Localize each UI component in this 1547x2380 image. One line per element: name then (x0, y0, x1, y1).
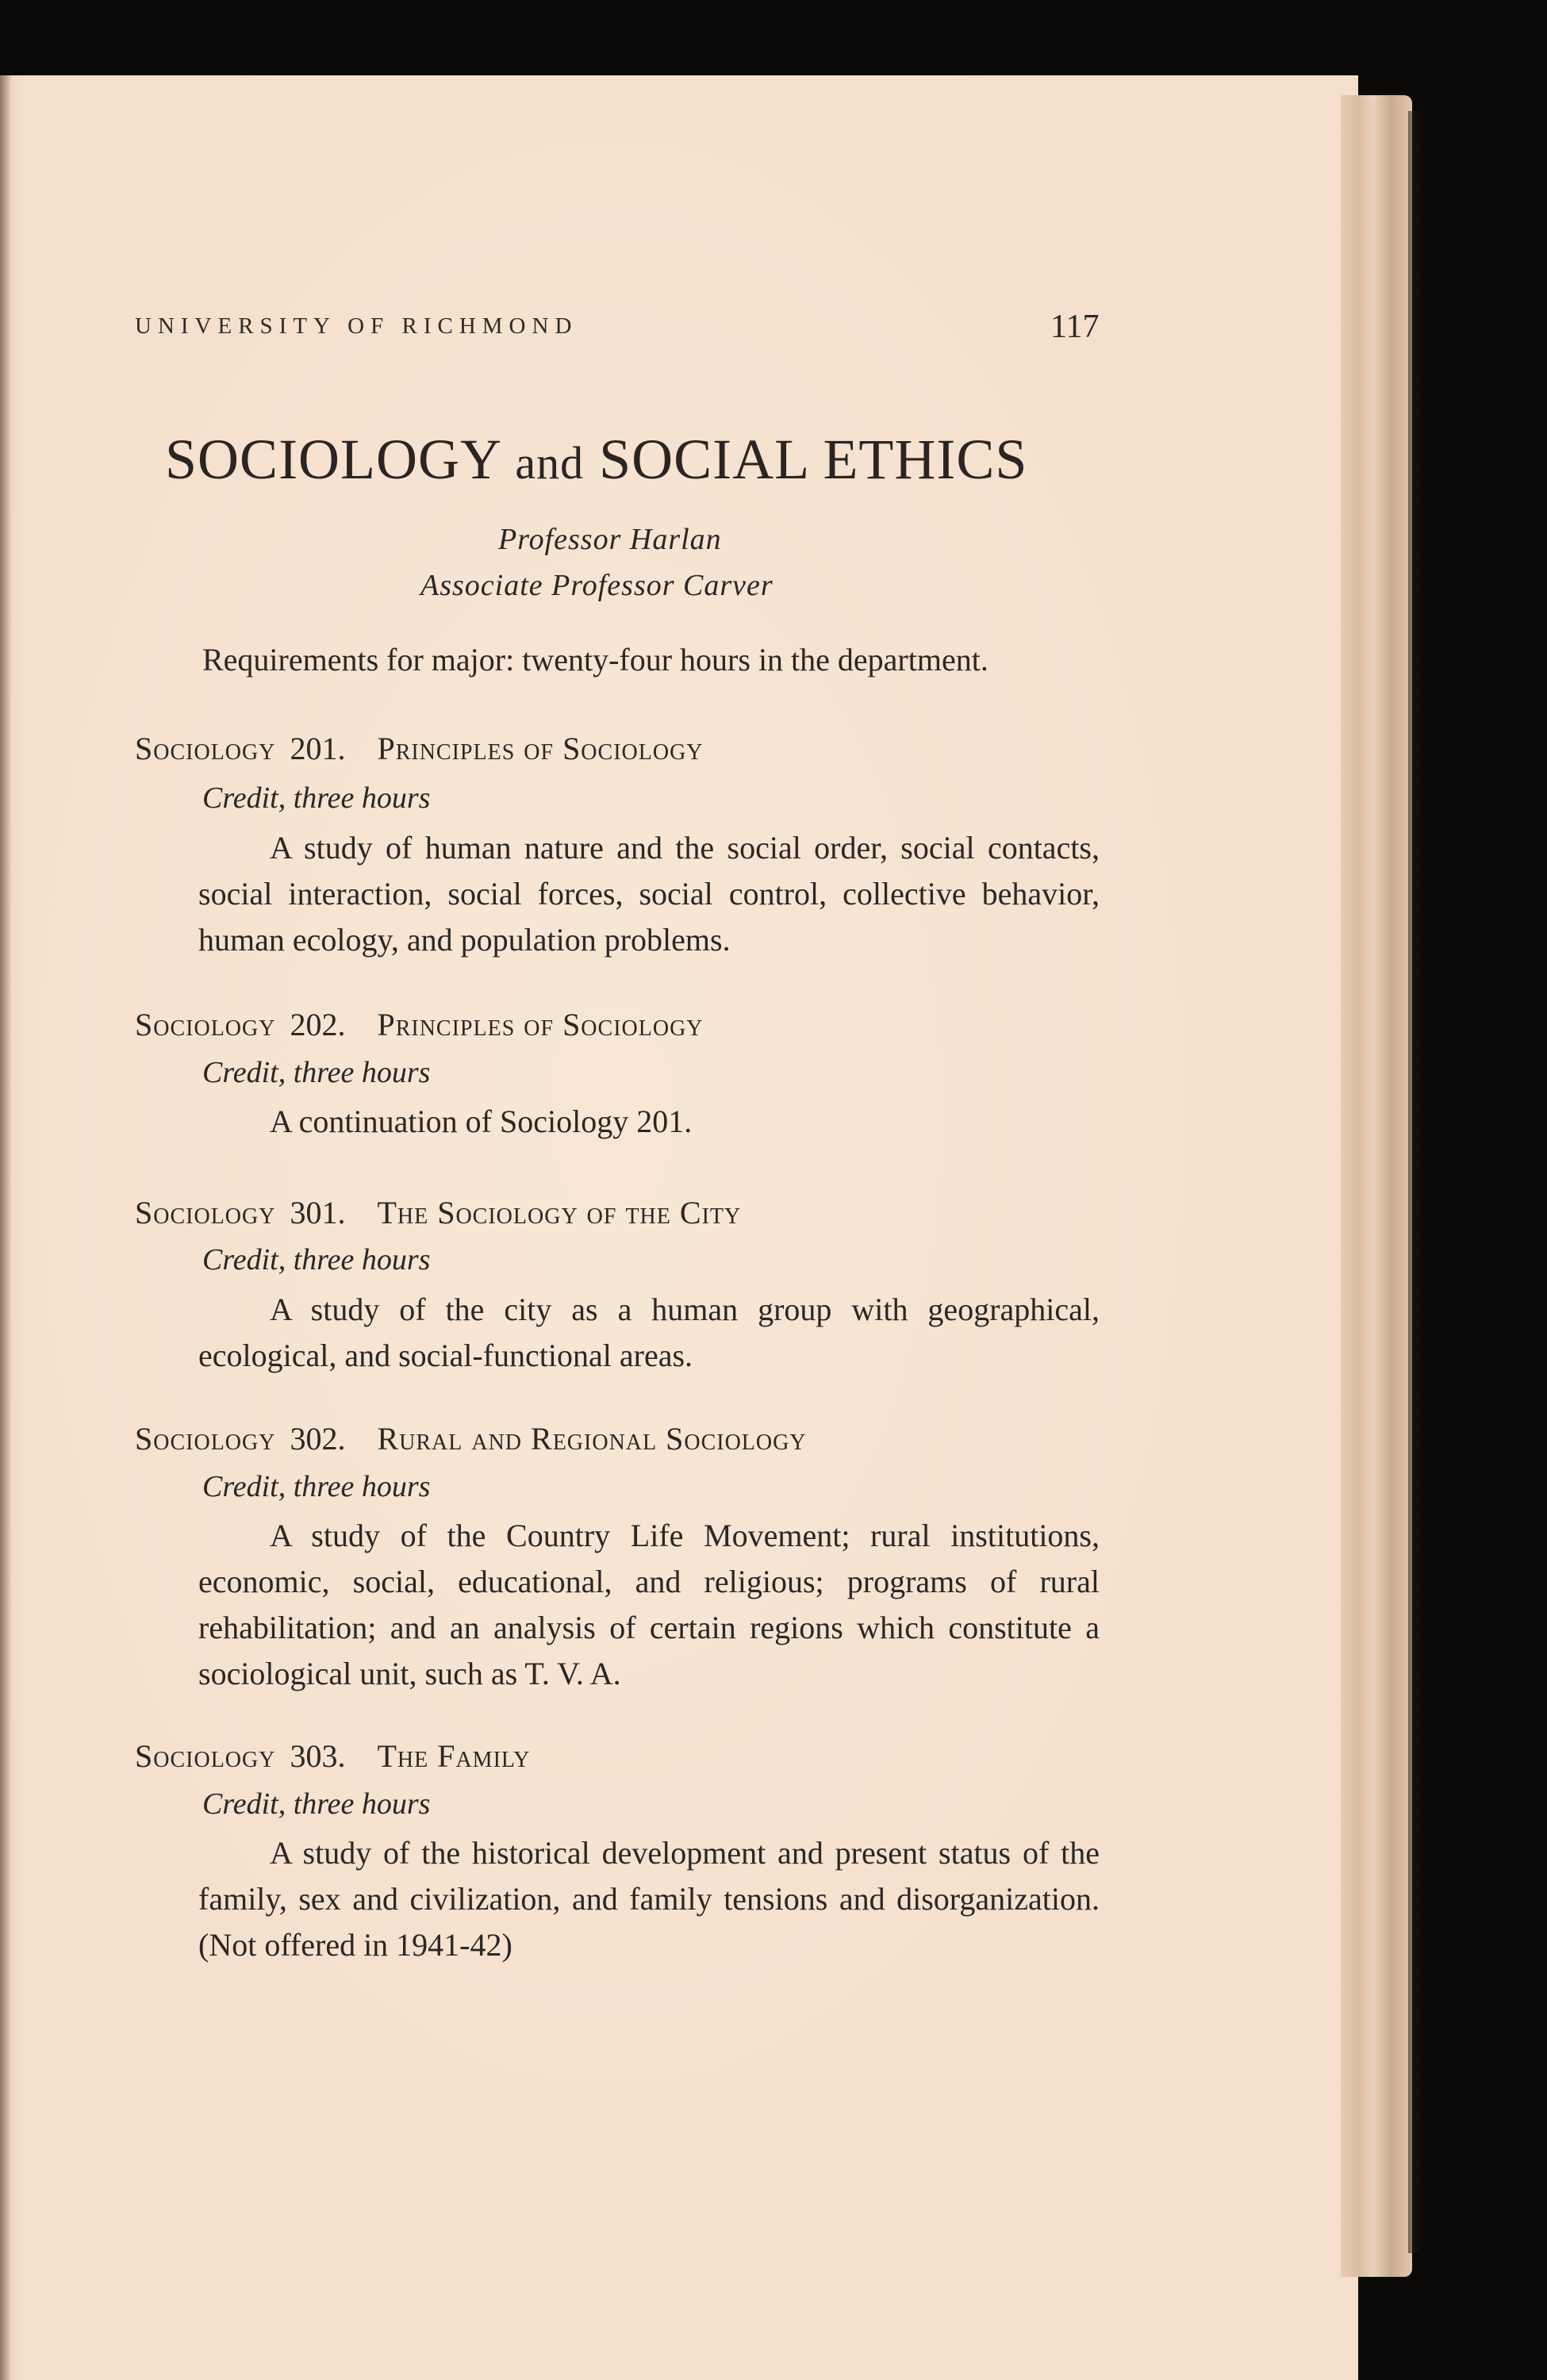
course-credit: Credit, three hours (202, 1470, 431, 1503)
course-dept: Sociology (135, 1738, 276, 1774)
course-dept: Sociology (135, 1007, 276, 1042)
department-title-conjunction: and (515, 437, 585, 489)
page-binding-edge (0, 75, 11, 2380)
department-title-part-1: SOCIOLOGY (165, 428, 501, 491)
major-requirement: Requirements for major: twenty-four hours in the department. (202, 642, 988, 678)
course-number: 201. (290, 731, 346, 766)
course-credit: Credit, three hours (202, 1787, 431, 1821)
course-credit: Credit, three hours (202, 1056, 431, 1089)
course-title: Principles of Sociology (377, 731, 704, 766)
course-title: The Sociology of the City (377, 1195, 742, 1230)
course-heading (135, 1420, 807, 1457)
course-description: A study of the city as a human group with geographical, ecological, and social-functional areas. (198, 1292, 1100, 1373)
course-description: A study of the historical development and present status of the family, sex and civilization, and family tensions and disorganization. (Not offered in 1941-42) (198, 1835, 1100, 1963)
course-number: 301. (290, 1195, 346, 1230)
course-number: 302. (290, 1421, 346, 1457)
page-stack-edge (1341, 95, 1412, 2277)
course-dept: Sociology (135, 1195, 276, 1230)
faculty-professor: Professor Harlan (498, 523, 722, 556)
page-number: 117 (1050, 309, 1100, 345)
course-credit: Credit, three hours (202, 1243, 431, 1276)
course-number: 303. (290, 1738, 346, 1774)
course-description: A study of the Country Life Movement; rural institutions, economic, social, educational, and religious; programs of rural rehabilitation; and an analysis of certain regions which constitute a sociological unit, such as T. V. A. (198, 1518, 1100, 1691)
course-heading (135, 730, 704, 767)
department-title (165, 427, 1027, 493)
course-credit: Credit, three hours (202, 781, 431, 815)
course-dept: Sociology (135, 731, 276, 766)
course-description: A continuation of Sociology 201. (270, 1104, 693, 1139)
course-title: The Family (377, 1738, 531, 1774)
running-head: UNIVERSITY OF RICHMOND (135, 313, 578, 339)
course-heading (135, 1194, 741, 1231)
course-title: Rural and Regional Sociology (377, 1421, 807, 1457)
course-number: 202. (290, 1007, 346, 1042)
faculty-associate-professor: Associate Professor Carver (420, 569, 774, 602)
course-dept: Sociology (135, 1421, 276, 1457)
page-shadow (1408, 111, 1424, 2253)
course-heading (135, 1737, 530, 1775)
course-description: A study of human nature and the social order, social contacts, social interaction, social forces, social control, collective behavior, human ecology, and population problems. (198, 830, 1100, 958)
department-title-part-2: SOCIAL ETHICS (599, 428, 1028, 491)
course-title: Principles of Sociology (377, 1007, 704, 1042)
course-heading (135, 1006, 704, 1043)
